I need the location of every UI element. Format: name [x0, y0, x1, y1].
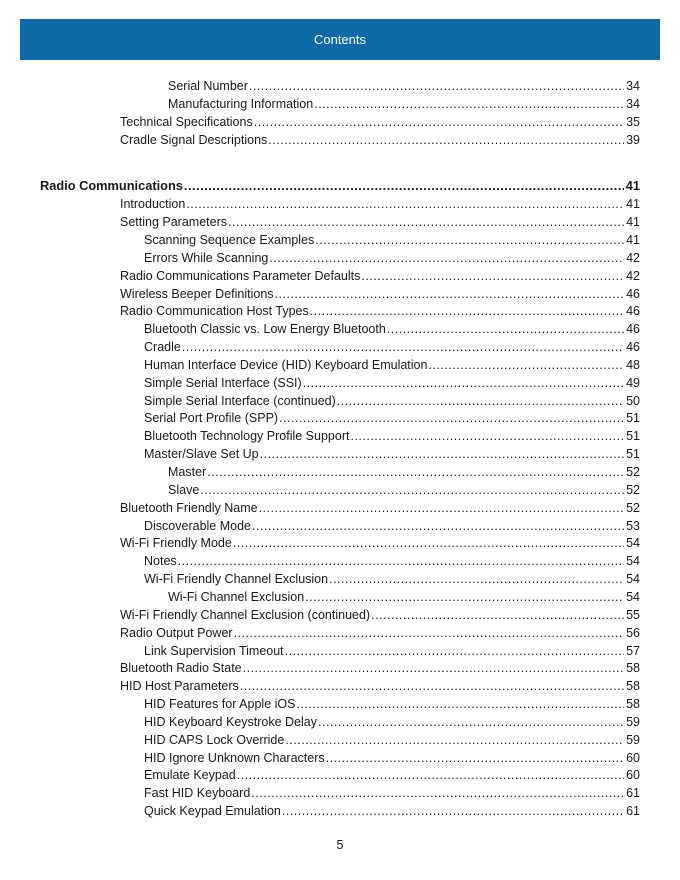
dot-leader [259, 500, 624, 516]
toc-entry-page: 55 [626, 607, 640, 622]
toc-entry-title: Scanning Sequence Examples [144, 232, 315, 247]
toc-entry-page: 42 [626, 250, 640, 265]
toc-entry-page: 60 [626, 768, 640, 783]
dot-leader [268, 132, 624, 148]
dot-leader [282, 803, 624, 819]
toc-entry-page: 59 [626, 714, 640, 729]
toc-entry-page: 59 [626, 732, 640, 747]
dot-leader [233, 535, 624, 551]
toc-entry-page: 54 [626, 572, 640, 587]
dot-leader [207, 464, 624, 480]
toc-entry-page: 46 [626, 340, 640, 355]
dot-leader [269, 250, 624, 266]
toc-entry-title: Link Supervision Timeout [144, 643, 284, 658]
toc-entry-title: HID Features for Apple iOS [144, 697, 296, 712]
toc-entry[interactable] [144, 375, 640, 391]
toc-entry[interactable] [168, 464, 640, 480]
toc-entry[interactable] [144, 785, 640, 801]
toc-entry-title: HID Host Parameters [120, 679, 239, 694]
toc-entry-title: Emulate Keypad [144, 768, 236, 783]
dot-leader [234, 625, 624, 641]
toc-entry-title: Bluetooth Radio State [120, 661, 242, 676]
toc-entry[interactable] [144, 571, 640, 587]
toc-entry-page: 46 [626, 286, 640, 301]
dot-leader [428, 357, 624, 373]
toc-entry-title: Cradle [144, 340, 181, 355]
toc-entry[interactable] [144, 410, 640, 426]
toc-entry-title: Radio Communication Host Types [120, 304, 309, 319]
dot-leader [303, 375, 624, 391]
toc-entry-title: Setting Parameters [120, 215, 227, 230]
toc-entry-page: 39 [626, 132, 640, 147]
dot-leader [350, 428, 624, 444]
toc-entry[interactable] [144, 393, 640, 409]
dot-leader [178, 553, 624, 569]
toc-entry-page: 46 [626, 304, 640, 319]
toc-entry[interactable] [144, 767, 640, 783]
toc-entry-title: Bluetooth Classic vs. Low Energy Bluetooth [144, 322, 386, 337]
toc-entry-title: Quick Keypad Emulation [144, 804, 281, 819]
dot-leader [200, 482, 624, 498]
toc-entry[interactable] [144, 446, 640, 462]
toc-entry-page: 51 [626, 429, 640, 444]
toc-entry[interactable] [120, 196, 640, 212]
toc-entry-title: Cradle Signal Descriptions [120, 132, 268, 147]
dot-leader [285, 732, 624, 748]
dot-leader [305, 589, 624, 605]
toc-entry[interactable] [168, 96, 640, 112]
page-number: 5 [336, 838, 344, 852]
toc-entry-page: 58 [626, 679, 640, 694]
dot-leader [315, 232, 624, 248]
dot-leader [279, 410, 624, 426]
dot-leader [361, 268, 624, 284]
toc-entry[interactable] [144, 428, 640, 444]
dot-leader [275, 286, 624, 302]
dot-leader [186, 196, 624, 212]
toc-entry[interactable] [120, 678, 640, 694]
toc-entry-title: Manufacturing Information [168, 96, 314, 111]
toc-entry-title: Wi-Fi Friendly Channel Exclusion (continued) [120, 607, 371, 622]
toc-entry-title: HID Keyboard Keystroke Delay [144, 714, 317, 729]
toc-entry-title: Serial Port Profile (SPP) [144, 411, 279, 426]
toc-entry[interactable] [120, 500, 640, 516]
toc-entry[interactable] [144, 714, 640, 730]
dot-leader [387, 321, 624, 337]
toc-entry-page: 53 [626, 518, 640, 533]
toc-entry[interactable] [144, 803, 640, 819]
toc-entry-title: Notes [144, 554, 177, 569]
toc-entry-page: 61 [626, 804, 640, 819]
toc-entry-page: 42 [626, 268, 640, 283]
dot-leader [249, 78, 624, 94]
dot-leader [228, 214, 624, 230]
toc-entry[interactable] [168, 589, 640, 605]
toc-entry-title: Wireless Beeper Definitions [120, 286, 274, 301]
toc-entry[interactable] [120, 607, 640, 623]
toc-entry-page: 51 [626, 447, 640, 462]
toc-entry-page: 35 [626, 114, 640, 129]
toc-entry-title: Wi-Fi Friendly Mode [120, 536, 232, 551]
toc-entry[interactable] [144, 518, 640, 534]
toc-entry-page: 51 [626, 411, 640, 426]
dot-leader [237, 767, 624, 783]
toc-entry-page: 57 [626, 643, 640, 658]
toc-entry[interactable] [144, 732, 640, 748]
toc-entry[interactable] [120, 660, 640, 676]
toc-entry[interactable] [144, 339, 640, 355]
dot-leader [318, 714, 624, 730]
toc-entry-page: 60 [626, 750, 640, 765]
toc-entry-page: 54 [626, 589, 640, 604]
toc-entry-page: 58 [626, 697, 640, 712]
toc-entry-page: 41 [626, 232, 640, 247]
dot-leader [296, 696, 624, 712]
dot-leader [184, 178, 624, 194]
toc-entry-title: HID CAPS Lock Override [144, 732, 285, 747]
toc-entry[interactable] [144, 321, 640, 337]
dot-leader [254, 114, 624, 130]
toc-chapter-entry[interactable] [40, 178, 640, 194]
dot-leader [329, 571, 624, 587]
toc-entry-page: 56 [626, 625, 640, 640]
toc-entry-page: 41 [626, 197, 640, 212]
toc-entry-title: Introduction [120, 197, 186, 212]
dot-leader [326, 750, 624, 766]
toc-entry-title: Radio Communications [40, 178, 183, 194]
dot-leader [337, 393, 624, 409]
toc-entry[interactable] [144, 643, 640, 659]
toc-entry-page: 34 [626, 96, 640, 111]
toc-entry[interactable] [144, 553, 640, 569]
toc-entry[interactable] [120, 303, 640, 319]
header-title: Contents [313, 32, 367, 47]
toc-entry-title: Technical Specifications [120, 114, 253, 129]
toc-entry-title: Master [168, 465, 207, 479]
dot-leader [240, 678, 624, 694]
toc-entry-page: 34 [626, 79, 640, 93]
toc-entry[interactable] [168, 78, 640, 94]
toc-entry-page: 41 [625, 178, 640, 194]
toc-entry[interactable] [120, 268, 640, 284]
dot-leader [314, 96, 624, 112]
dot-leader [371, 607, 624, 623]
toc-entry-title: Wi-Fi Channel Exclusion [168, 589, 305, 604]
toc-entry[interactable] [120, 214, 640, 230]
toc-entry[interactable] [120, 535, 640, 551]
toc-entry[interactable] [144, 750, 640, 766]
toc-entry[interactable] [168, 482, 640, 498]
toc-entry[interactable] [120, 114, 640, 130]
toc-entry[interactable] [144, 357, 640, 373]
toc-entry-page: 50 [626, 393, 640, 408]
toc-entry-title: Bluetooth Friendly Name [120, 500, 258, 515]
page-header [20, 19, 660, 60]
dot-leader [243, 660, 624, 676]
toc-entry-page: 54 [626, 536, 640, 551]
toc-entry-title: Slave [168, 482, 200, 497]
dot-leader [285, 643, 624, 659]
toc-entry-title: Simple Serial Interface (SSI) [144, 375, 302, 390]
toc-entry-page: 52 [626, 465, 640, 479]
toc-entry-page: 58 [626, 661, 640, 676]
toc-entry-title: Master/Slave Set Up [144, 447, 259, 462]
toc-entry[interactable] [144, 250, 640, 266]
toc-entry-title: Human Interface Device (HID) Keyboard Emulation [144, 357, 428, 372]
toc-entry[interactable] [120, 625, 640, 641]
toc-entry[interactable] [144, 232, 640, 248]
toc-entry-page: 49 [626, 375, 640, 390]
toc-entry-page: 61 [626, 786, 640, 801]
toc-entry[interactable] [144, 696, 640, 712]
dot-leader [252, 518, 624, 534]
toc-entry-title: Discoverable Mode [144, 518, 251, 533]
toc-entry-page: 46 [626, 322, 640, 337]
toc-entry-page: 52 [626, 482, 640, 497]
dot-leader [260, 446, 624, 462]
toc-entry[interactable] [120, 132, 640, 148]
toc-entry-title: Radio Communications Parameter Defaults [120, 268, 361, 283]
dot-leader [182, 339, 624, 355]
toc-entry-title: HID Ignore Unknown Characters [144, 750, 325, 765]
toc-entry-title: Errors While Scanning [144, 250, 269, 265]
toc-entry-title: Bluetooth Technology Profile Support [144, 429, 350, 444]
toc-entry-title: Fast HID Keyboard [144, 786, 251, 801]
dot-leader [251, 785, 624, 801]
toc-entry[interactable] [120, 286, 640, 302]
toc-entry-page: 54 [626, 554, 640, 569]
toc-entry-title: Radio Output Power [120, 625, 233, 640]
toc-entry-page: 41 [626, 215, 640, 230]
toc-entry-title: Serial Number [168, 79, 248, 93]
toc-entry-title: Simple Serial Interface (continued) [144, 393, 336, 408]
toc-entry-title: Wi-Fi Friendly Channel Exclusion [144, 572, 329, 587]
toc-entry-page: 52 [626, 500, 640, 515]
toc-entry-page: 48 [626, 357, 640, 372]
dot-leader [310, 303, 624, 319]
